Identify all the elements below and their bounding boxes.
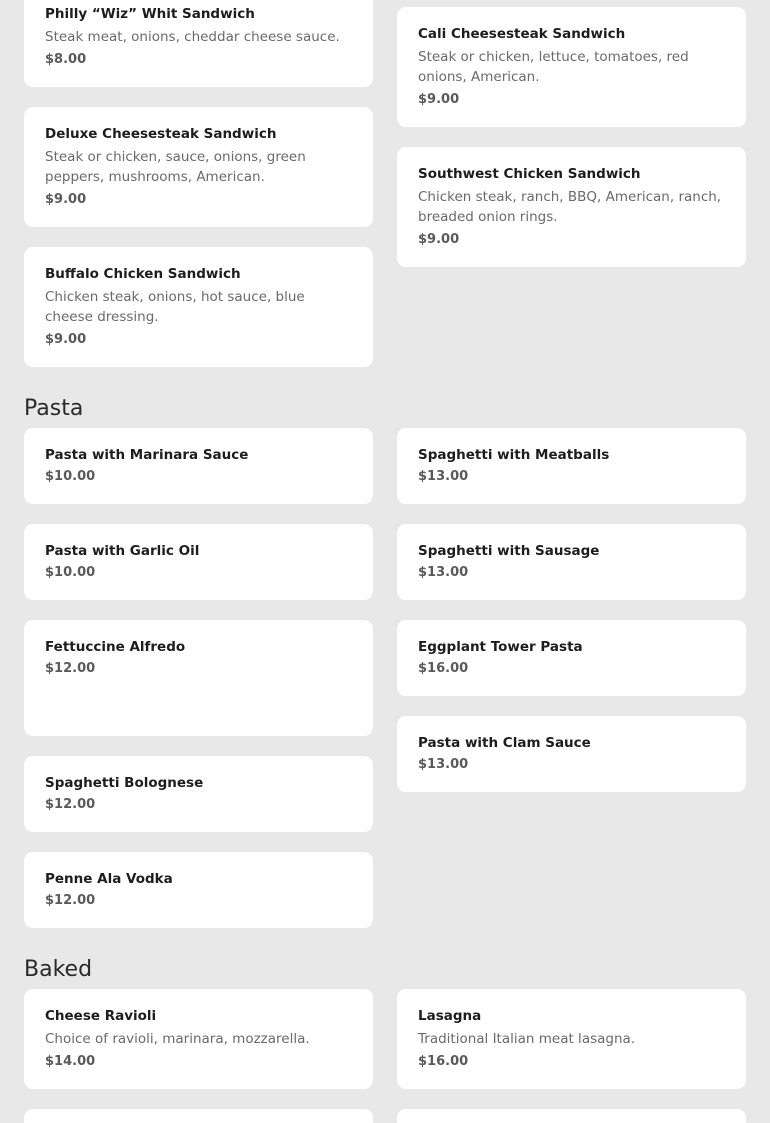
menu-item-card[interactable] <box>397 1109 746 1123</box>
item-price: $13.00 <box>418 565 469 580</box>
item-price: $9.00 <box>418 232 460 247</box>
item-price: $14.00 <box>45 1054 96 1069</box>
item-name: Pasta with Marinara Sauce <box>45 447 249 463</box>
menu-item-card[interactable] <box>397 524 746 600</box>
menu-item-card[interactable] <box>397 7 746 127</box>
menu-item-card[interactable] <box>397 989 746 1089</box>
item-price: $10.00 <box>45 565 96 580</box>
item-name: Deluxe Cheesesteak Sandwich <box>45 126 277 142</box>
item-price: $16.00 <box>418 661 469 676</box>
menu-item-card[interactable] <box>24 989 373 1089</box>
menu-item-card[interactable] <box>24 524 373 600</box>
item-price: $12.00 <box>45 893 96 908</box>
item-name: Philly “Wiz” Whit Sandwich <box>45 6 255 22</box>
item-name: Cali Cheesesteak Sandwich <box>418 26 626 42</box>
menu-item-card[interactable] <box>24 0 373 87</box>
item-price: $9.00 <box>45 192 87 207</box>
item-price: $12.00 <box>45 797 96 812</box>
item-price: $9.00 <box>418 92 460 107</box>
item-description: Chicken steak, onions, hot sauce, blue cheese dressing. <box>45 289 305 325</box>
item-description: Chicken steak, ranch, BBQ, American, ranch, breaded onion rings. <box>418 189 722 225</box>
item-price: $13.00 <box>418 469 469 484</box>
menu-item-card[interactable] <box>397 147 746 267</box>
item-description: Steak or chicken, sauce, onions, green peppers, mushrooms, American. <box>45 149 306 185</box>
item-name: Penne Ala Vodka <box>45 871 173 887</box>
menu-item-card[interactable] <box>24 107 373 227</box>
section-title-pasta: Pasta <box>24 396 84 421</box>
item-name: Spaghetti Bolognese <box>45 775 204 791</box>
section-title-baked: Baked <box>24 957 93 982</box>
item-name: Lasagna <box>418 1008 482 1024</box>
item-description: Choice of ravioli, marinara, mozzarella. <box>45 1031 310 1047</box>
menu-item-card[interactable] <box>24 852 373 928</box>
item-name: Spaghetti with Sausage <box>418 543 600 559</box>
item-price: $8.00 <box>45 52 87 67</box>
item-name: Pasta with Garlic Oil <box>45 543 200 559</box>
menu-item-card[interactable] <box>24 756 373 832</box>
item-price: $12.00 <box>45 661 96 676</box>
menu-item-card[interactable] <box>397 716 746 792</box>
menu-item-card[interactable] <box>24 247 373 367</box>
menu-item-card[interactable] <box>24 1109 373 1123</box>
item-price: $16.00 <box>418 1054 469 1069</box>
item-price: $9.00 <box>45 332 87 347</box>
item-description: Traditional Italian meat lasagna. <box>418 1031 636 1047</box>
menu-item-card[interactable] <box>24 428 373 504</box>
item-name: Eggplant Tower Pasta <box>418 639 583 655</box>
item-price: $10.00 <box>45 469 96 484</box>
menu-item-card[interactable] <box>397 620 746 696</box>
item-name: Southwest Chicken Sandwich <box>418 166 641 182</box>
item-name: Pasta with Clam Sauce <box>418 735 591 751</box>
item-description: Steak or chicken, lettuce, tomatoes, red onions, American. <box>418 49 689 85</box>
item-name: Cheese Ravioli <box>45 1008 157 1024</box>
item-name: Fettuccine Alfredo <box>45 639 186 655</box>
item-name: Spaghetti with Meatballs <box>418 447 610 463</box>
item-description: Steak meat, onions, cheddar cheese sauce. <box>45 29 340 45</box>
menu-item-card[interactable] <box>397 428 746 504</box>
menu-item-card[interactable] <box>24 620 373 736</box>
item-price: $13.00 <box>418 757 469 772</box>
item-name: Buffalo Chicken Sandwich <box>45 266 241 282</box>
